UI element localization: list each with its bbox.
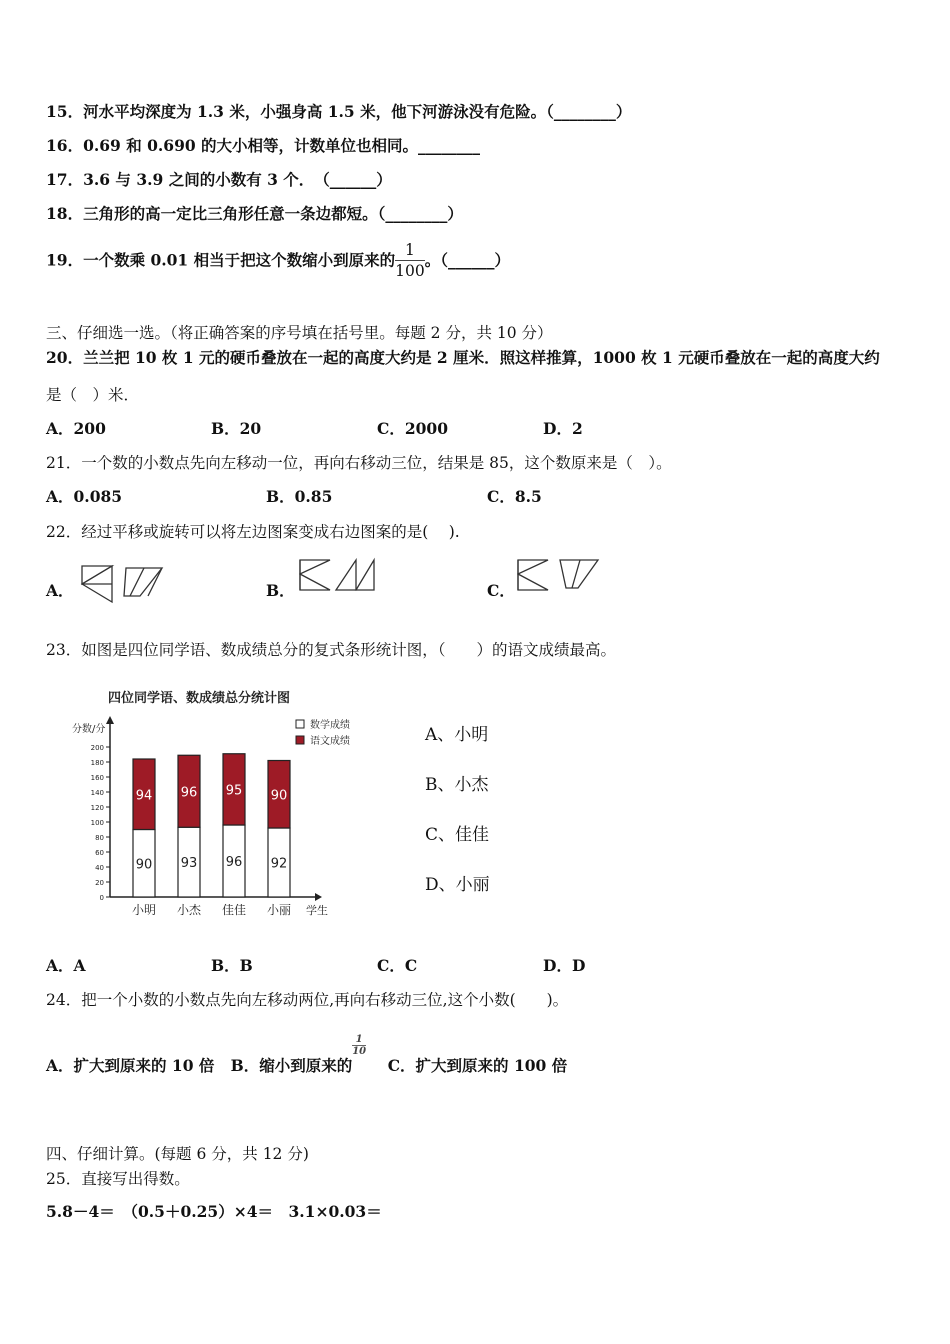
q21-option-c: C．8.5: [487, 487, 542, 506]
y-tick-label: 100: [90, 819, 104, 827]
q21-option-a: A．0.085: [46, 487, 123, 506]
y-tick-label: 120: [90, 804, 104, 812]
chart-option-d: D、小丽: [425, 875, 490, 895]
data-label-chinese-1: 96: [180, 785, 198, 801]
fraction-one-hundredth: [395, 240, 425, 281]
data-label-math-1: 93: [180, 856, 198, 872]
y-tick-label: 200: [90, 744, 104, 752]
q22-figure-b: [296, 556, 386, 596]
q24-option-b: B．缩小到原来的: [230, 1056, 353, 1075]
data-label-chinese-0: 94: [135, 788, 153, 804]
data-label-math-2: 96: [225, 855, 243, 870]
chart-ylabel: 分数/分: [72, 724, 106, 735]
question-19-blank: 。（______）: [424, 250, 510, 270]
question-25: 25．直接写出得数。: [46, 1170, 190, 1188]
fraction-numerator: 1: [352, 1034, 366, 1046]
q21-option-b: B．0.85: [266, 487, 333, 506]
y-tick-label: 60: [95, 849, 104, 857]
fraction-one-tenth: [352, 1034, 366, 1057]
x-tick-label-3: 小丽: [266, 903, 292, 917]
legend-chinese-swatch: [296, 736, 304, 744]
q24-options: [46, 1034, 568, 1079]
chart-option-c: C、佳佳: [425, 825, 490, 845]
q23-option-c: C．C: [377, 956, 418, 975]
q20-option-b: B．20: [211, 419, 262, 438]
data-label-chinese-2: 95: [225, 783, 243, 799]
q22-option-c: C．: [487, 581, 515, 600]
chart-option-b: B、小杰: [425, 775, 489, 795]
q20-option-a: A．200: [46, 419, 106, 438]
q22-option-a: A．: [46, 581, 74, 600]
y-axis-arrow: [106, 716, 114, 724]
x-tick-label-1: 小杰: [176, 903, 202, 917]
x-tick-label-2: 佳佳: [221, 903, 247, 917]
y-tick-label: 160: [90, 774, 104, 782]
question-17: 17．3.6 与 3.9 之间的小数有 3 个． （______）: [46, 170, 392, 189]
question-21: 21．一个数的小数点先向左移动一位，再向右移动三位，结果是 85，这个数原来是（ ）。: [46, 454, 672, 472]
q25-expressions: 5.8－4＝ （0.5＋0.25）×4＝ 3.1×0.03＝: [46, 1202, 382, 1221]
legend-math-label: 数学成绩: [310, 720, 350, 731]
question-20-line-2: 是（ ）米．: [46, 386, 140, 404]
question-18: 18．三角形的高一定比三角形任意一条边都短。（________）: [46, 204, 463, 223]
q23-option-a: A．A: [46, 956, 86, 975]
q24-option-c: C．扩大到原来的 100 倍: [387, 1056, 568, 1075]
q22-figure-c: [514, 556, 604, 596]
question-23: 23．如图是四位同学语、数成绩总分的复式条形统计图，（ ）的语文成绩最高。: [46, 641, 616, 659]
legend-math-swatch: [296, 720, 304, 728]
question-22: 22．经过平移或旋转可以将左边图案变成右边图案的是( ).: [46, 523, 460, 541]
y-tick-label: 80: [95, 834, 104, 842]
question-20-line-1: 20．兰兰把 10 枚 1 元的硬币叠放在一起的高度大约是 2 厘米．照这样推算，1000 枚 1 元硬币叠放在一起的高度大约: [46, 348, 880, 367]
q23-option-b: B．B: [211, 956, 253, 975]
section-4-heading: 四、仔细计算。(每题 6 分，共 12 分): [46, 1145, 309, 1163]
chart-xlabel: 学生: [306, 904, 328, 917]
question-15: 15．河水平均深度为 1.3 米，小强身高 1.5 米，他下河游泳没有危险。（________）: [46, 102, 632, 121]
section-3-heading: 三、仔细选一选。（将正确答案的序号填在括号里。每题 2 分，共 10 分）: [46, 324, 553, 342]
x-axis-arrow: [315, 893, 322, 901]
q22-figure-a: [78, 562, 168, 604]
y-tick-label: 180: [90, 759, 104, 767]
y-tick-label: 20: [95, 879, 104, 887]
data-label-chinese-3: 90: [270, 788, 288, 804]
fraction-numerator: 1: [395, 240, 425, 261]
y-tick-label: 140: [90, 789, 104, 797]
question-16: 16．0.69 和 0.690 的大小相等，计数单位也相同。________: [46, 136, 481, 155]
y-tick-label: 0: [99, 894, 104, 902]
y-tick-label: 40: [95, 864, 104, 872]
q20-option-c: C．2000: [377, 419, 448, 438]
chart-title: 四位同学语、数成绩总分统计图: [108, 691, 291, 706]
chart-option-a: A、小明: [425, 725, 489, 745]
x-tick-label-0: 小明: [131, 903, 157, 917]
question-19: [46, 240, 510, 281]
legend-chinese-label: 语文成绩: [310, 736, 350, 747]
data-label-math-0: 90: [135, 857, 153, 873]
question-19-text: 19．一个数乘 0.01 相当于把这个数缩小到原来的: [46, 250, 396, 270]
question-24: 24．把一个小数的小数点先向左移动两位,再向右移动三位,这个小数( )。: [46, 991, 569, 1009]
q22-option-b: B．: [266, 581, 295, 600]
q20-option-d: D．2: [543, 419, 583, 438]
fraction-denominator: 10: [352, 1046, 367, 1057]
q23-option-d: D．D: [543, 956, 586, 975]
q24-option-a: A．扩大到原来的 10 倍: [46, 1056, 215, 1075]
data-label-math-3: 92: [270, 856, 288, 872]
fraction-denominator: 100: [395, 262, 425, 280]
